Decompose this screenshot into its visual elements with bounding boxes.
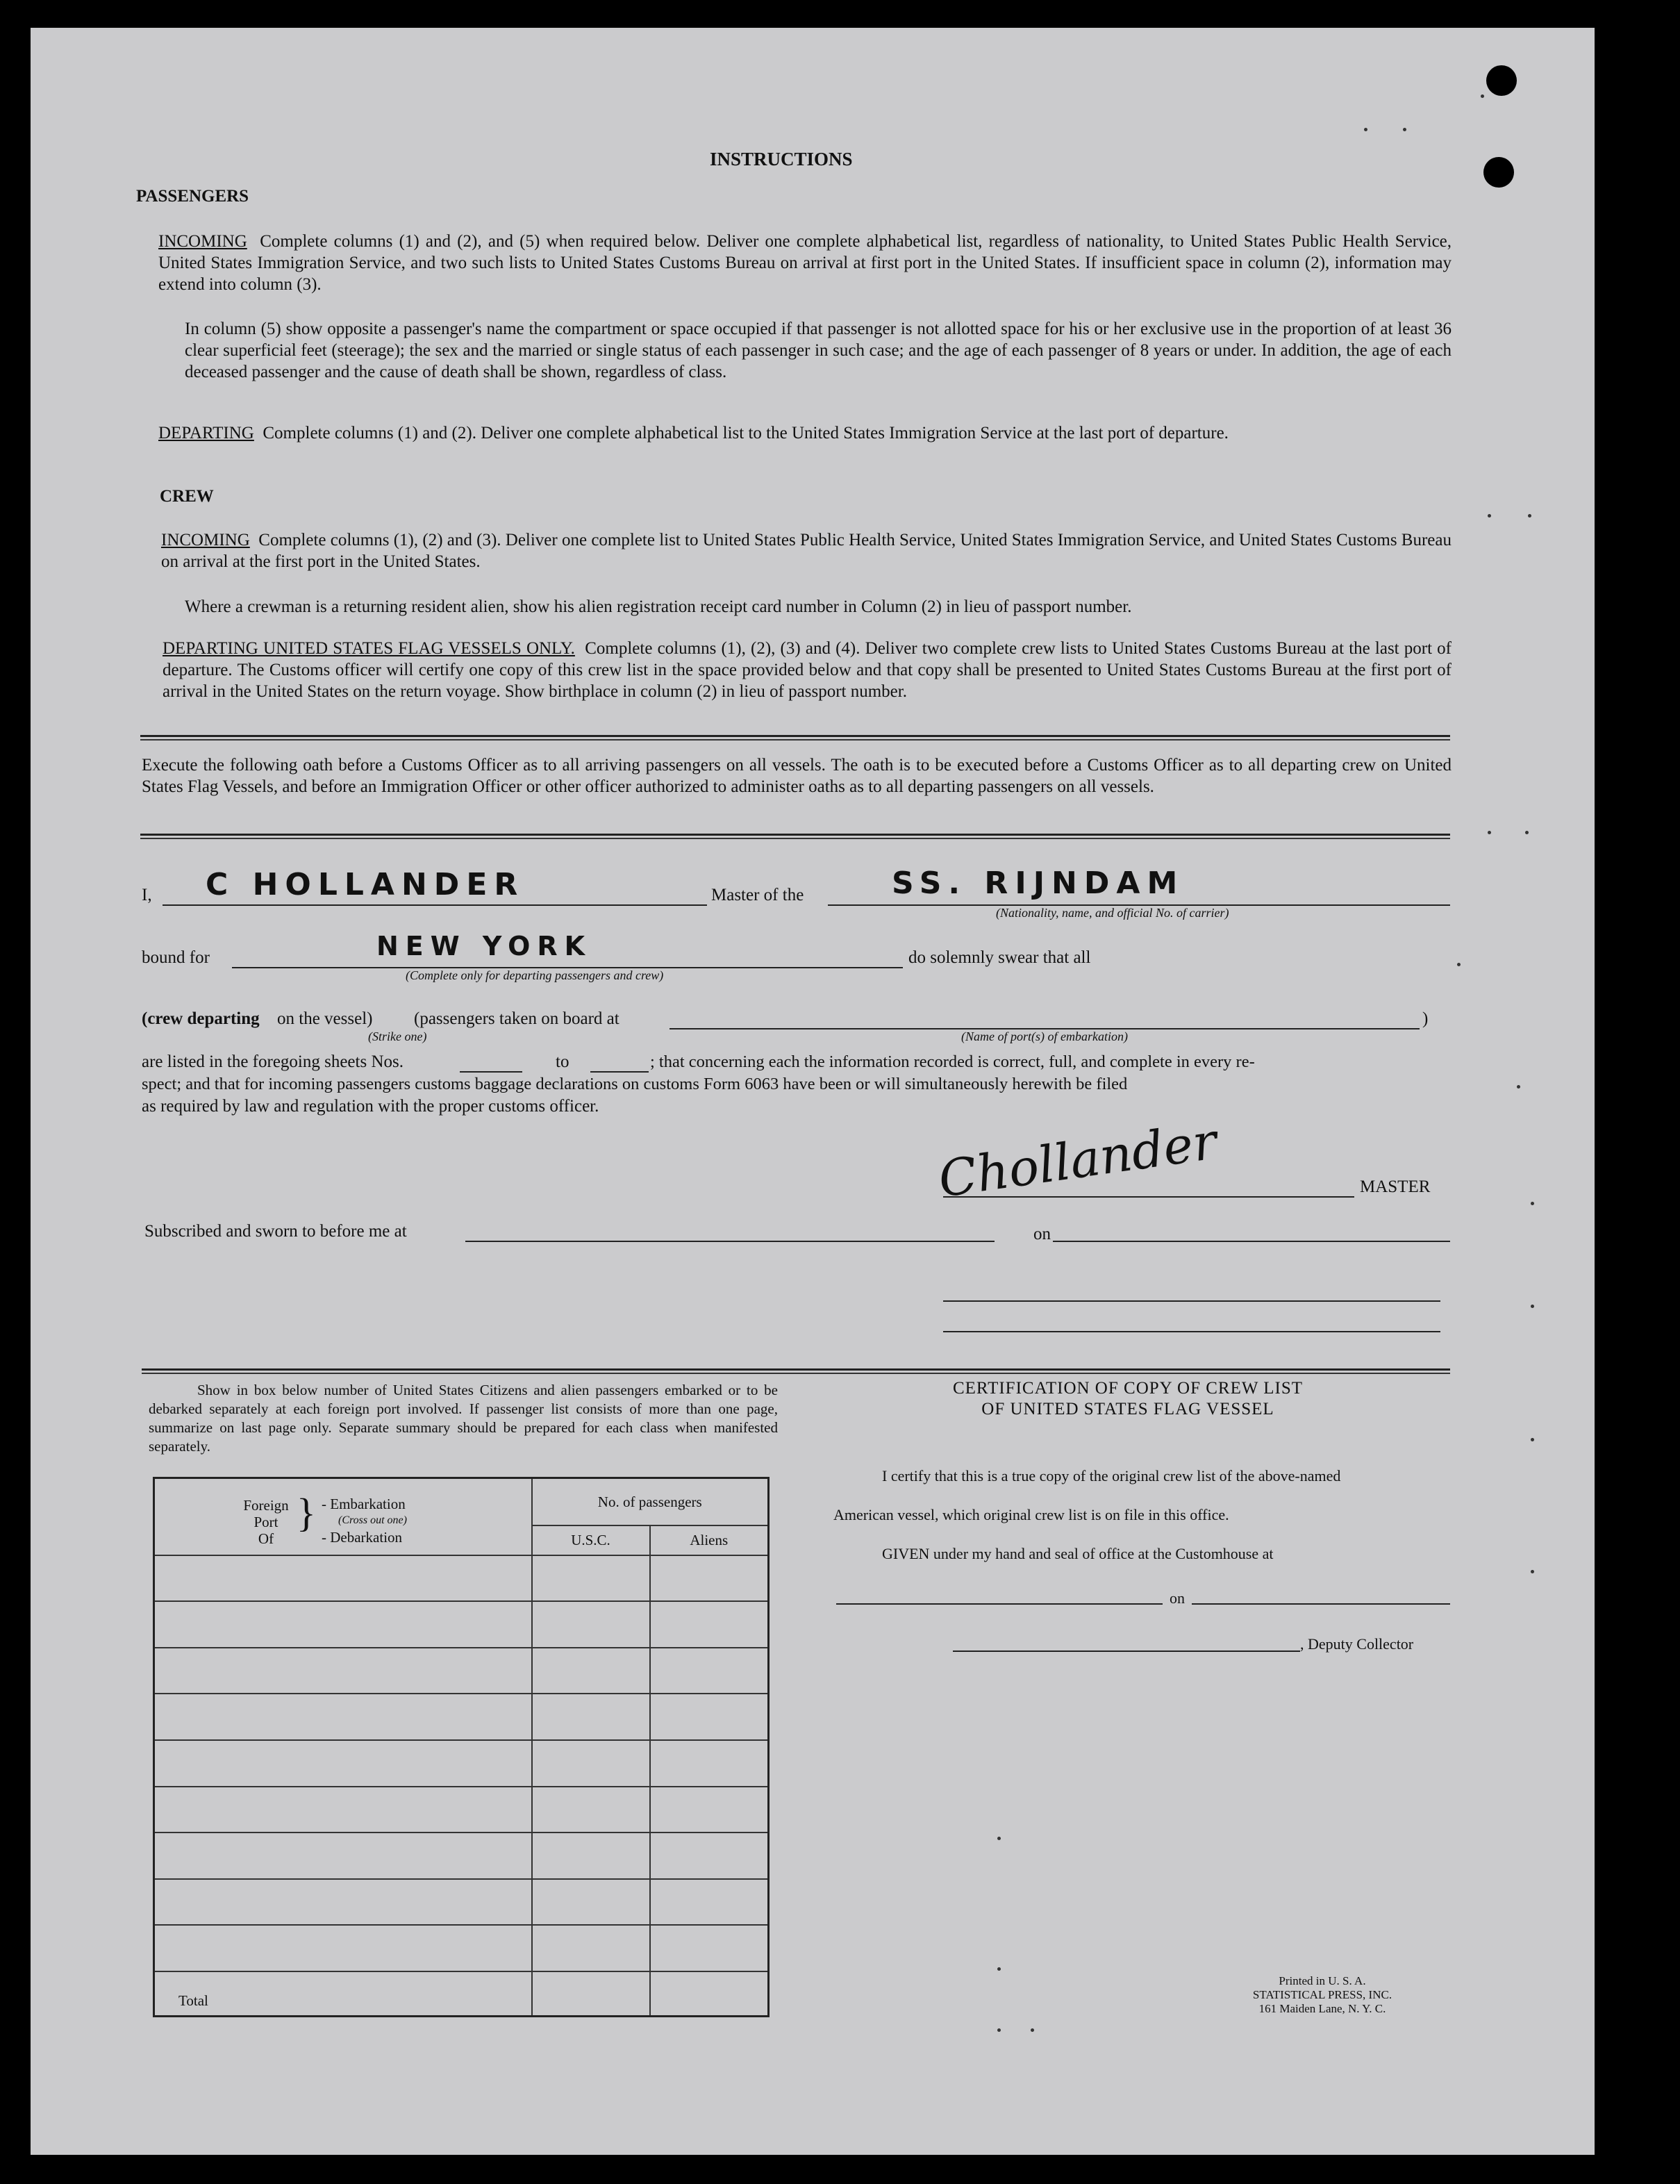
on-vessel-text: on the vessel)	[277, 1009, 373, 1028]
oath-intro: Execute the following oath before a Customs Officer as to all arriving passengers on all vessels. The oath is to be executed before a Customs Officer as to all departing crew on United States Flag Vessels, and before an Immigration Officer or other officer authorized to administer oaths as to all departing passengers on all vessels.	[142, 756, 1452, 796]
speck	[997, 2028, 1001, 2032]
crew-incoming-text: Complete columns (1), (2) and (3). Deliver one complete list to United States Public Health Service, United States Immigration Service, and United States Customs Bureau on arrival at the first port in the United States.	[161, 531, 1452, 571]
swear-text: do solemnly swear that all	[908, 948, 1091, 967]
listed-text-2: ; that concerning each the information recorded is correct, full, and complete in every re-	[650, 1052, 1255, 1071]
crew-heading: CREW	[160, 487, 214, 506]
customhouse-line	[836, 1603, 1163, 1605]
divider-1b	[140, 739, 1450, 741]
sheet-from-line	[460, 1071, 522, 1073]
speck	[1403, 128, 1406, 131]
listed-text-4: as required by law and regulation with the proper customs officer.	[142, 1097, 599, 1116]
subscribed-label: Subscribed and sworn to before me at	[144, 1222, 407, 1241]
subscribed-on-label: on	[1033, 1225, 1051, 1243]
crew-resident-text: Where a crewman is a returning resident alien, show his alien registration receipt card number in Column (2) in lieu of passport number.	[185, 597, 1132, 616]
subscribed-date-line	[1053, 1241, 1450, 1242]
port-label-of: Of	[258, 1530, 274, 1548]
bound-for-caption: (Complete only for departing passengers and crew)	[406, 968, 664, 982]
punch-hole-bottom	[1483, 157, 1514, 188]
passengers-heading: PASSENGERS	[136, 187, 249, 206]
speck	[1031, 2028, 1034, 2032]
bound-for-handwritten: NEW YORK	[376, 931, 592, 961]
cross-out-label: (Cross out one)	[338, 1514, 407, 1527]
printer-line-3: 161 Maiden Lane, N. Y. C.	[1258, 2002, 1386, 2015]
passengers-column5-text: In column (5) show opposite a passenger's name the compartment or space occupied if that passenger is not allotted space for his or her exclusive use in the proportion of at least 36 clear superficial feet (steerage); the sex and the married or single status of each passenger in such case; and the age of each passenger of 8 years or under. In addition, the age of each deceased passenger and the cause of death shall be shown, regardless of class.	[185, 320, 1452, 381]
crew-departing-section	[163, 638, 1452, 702]
passengers-incoming-section	[158, 231, 1452, 295]
certify-text-2: American vessel, which original crew list is on file in this office.	[833, 1506, 1229, 1523]
summary-instructions: Show in box below number of United States Citizens and alien passengers embarked or to be debarked separately at each foreign port involved. If passenger list consists of more than one page, summarize on last page only. Separate summary should be prepared for each class when manifested separately.	[149, 1382, 778, 1455]
master-signature: Chollander	[935, 1111, 1221, 1209]
bound-for-label: bound for	[142, 948, 210, 967]
table-row	[154, 1833, 769, 1879]
listed-text-1: are listed in the foregoing sheets Nos.	[142, 1052, 404, 1071]
master-signature-line	[943, 1196, 1354, 1198]
passengers-count-header: No. of passengers	[532, 1478, 769, 1526]
speck	[997, 1837, 1001, 1840]
speck	[997, 1967, 1001, 1971]
form-page	[31, 28, 1595, 2155]
speck	[1531, 1570, 1534, 1573]
deputy-collector-line	[953, 1651, 1300, 1652]
speck	[1488, 831, 1491, 834]
table-row	[154, 1925, 769, 1971]
punch-hole-top	[1486, 65, 1517, 96]
passengers-departing-text: Complete columns (1) and (2). Deliver one complete alphabetical list to the United States Immigration Service at the last port of departure.	[263, 424, 1229, 442]
crew-departing-strike: (crew departing	[142, 1009, 260, 1028]
speck	[1364, 128, 1367, 131]
page-title: INSTRUCTIONS	[710, 149, 853, 169]
vessel-handwritten: SS. RIJNDAM	[892, 866, 1185, 901]
speck	[1481, 94, 1484, 98]
port-label-port: Port	[253, 1514, 278, 1531]
master-of-label: Master of the	[711, 886, 804, 904]
subscribed-place-line	[465, 1241, 995, 1242]
crew-incoming-label: INCOMING	[161, 531, 250, 549]
oath-i-label: I,	[142, 886, 152, 904]
sheet-to-line	[590, 1071, 649, 1073]
given-text: GIVEN under my hand and seal of office at the Customhouse at	[882, 1545, 1274, 1562]
brace: }	[297, 1490, 316, 1536]
crew-departing-label: DEPARTING UNITED STATES FLAG VESSELS ONLY.	[163, 639, 575, 658]
certification-date-line	[1192, 1603, 1450, 1605]
close-paren: )	[1422, 1009, 1429, 1028]
embarkation-label: - Embarkation	[322, 1496, 406, 1513]
table-row	[154, 1879, 769, 1926]
ports-caption: (Name of port(s) of embarkation)	[961, 1029, 1128, 1043]
listed-text-3: spect; and that for incoming passengers customs baggage declarations on customs Form 6063 have been or will simultaneously herewith be filed	[142, 1075, 1128, 1093]
passengers-incoming-text: Complete columns (1) and (2), and (5) when required below. Deliver one complete alphabetical list, regardless of nationality, to United States Public Health Service, United States Immigration Service, and two such lists to United States Customs Bureau on arrival at first port in the United States. If insufficient space in column (2), information may extend into column (3).	[158, 232, 1452, 294]
table-row	[154, 1601, 769, 1648]
table-row	[154, 1648, 769, 1694]
divider-1	[140, 735, 1450, 737]
passenger-summary-table	[153, 1477, 770, 2017]
certification-on-label: on	[1170, 1589, 1185, 1607]
speck	[1531, 1202, 1534, 1205]
speck	[1525, 831, 1529, 834]
deputy-collector-label: , Deputy Collector	[1300, 1635, 1414, 1653]
passengers-departing-section	[158, 422, 1452, 444]
vessel-caption: (Nationality, name, and official No. of carrier)	[996, 906, 1229, 920]
aliens-header: Aliens	[650, 1525, 769, 1555]
divider-2b	[140, 838, 1450, 839]
passengers-departing-label: DEPARTING	[158, 424, 254, 442]
certification-heading-1: CERTIFICATION OF COPY OF CREW LIST	[952, 1379, 1304, 1398]
master-label: MASTER	[1360, 1177, 1431, 1196]
divider-3b	[142, 1373, 1450, 1374]
passengers-taken-text: (passengers taken on board at	[414, 1009, 619, 1028]
debarkation-label: - Debarkation	[322, 1529, 403, 1546]
divider-2	[140, 834, 1450, 836]
table-row	[154, 1694, 769, 1740]
speck	[1517, 1085, 1520, 1089]
speck	[1531, 1438, 1534, 1441]
certify-text-1: I certify that this is a true copy of the original crew list of the above-named	[882, 1467, 1341, 1484]
crew-departing-text: Complete columns (1), (2), (3) and (4). Deliver two complete crew lists to United States Customs Bureau at the last port of departure. The Customs officer will certify one copy of this crew list in the space provided below and that copy shall be presented to United States Customs Bureau at the first port of arrival in the United States on the return voyage. Show birthplace in column (2) in lieu of passport number.	[163, 639, 1452, 701]
table-row	[154, 1787, 769, 1833]
divider-3	[142, 1368, 1450, 1371]
passengers-incoming-label: INCOMING	[158, 232, 247, 251]
port-label-foreign: Foreign	[243, 1497, 289, 1514]
crew-incoming-section	[161, 529, 1452, 572]
speck	[1531, 1305, 1534, 1308]
officer-line-2	[943, 1331, 1440, 1332]
speck	[1528, 514, 1531, 518]
total-label: Total	[154, 1971, 532, 2017]
total-row	[154, 1971, 769, 2017]
table-row	[154, 1740, 769, 1787]
table-row	[154, 1555, 769, 1602]
master-name-line	[163, 904, 707, 906]
to-label: to	[556, 1052, 569, 1071]
certification-heading-2: OF UNITED STATES FLAG VESSEL	[981, 1400, 1274, 1418]
officer-line-1	[943, 1300, 1440, 1302]
port-header-cell	[154, 1478, 532, 1555]
printer-line-2: STATISTICAL PRESS, INC.	[1252, 1988, 1392, 2001]
speck	[1488, 514, 1491, 518]
printer-line-1: Printed in U. S. A.	[1279, 1974, 1366, 1987]
usc-header: U.S.C.	[532, 1525, 650, 1555]
speck	[1457, 963, 1461, 966]
strike-caption: (Strike one)	[368, 1029, 427, 1043]
master-name-handwritten: C HOLLANDER	[206, 867, 525, 902]
